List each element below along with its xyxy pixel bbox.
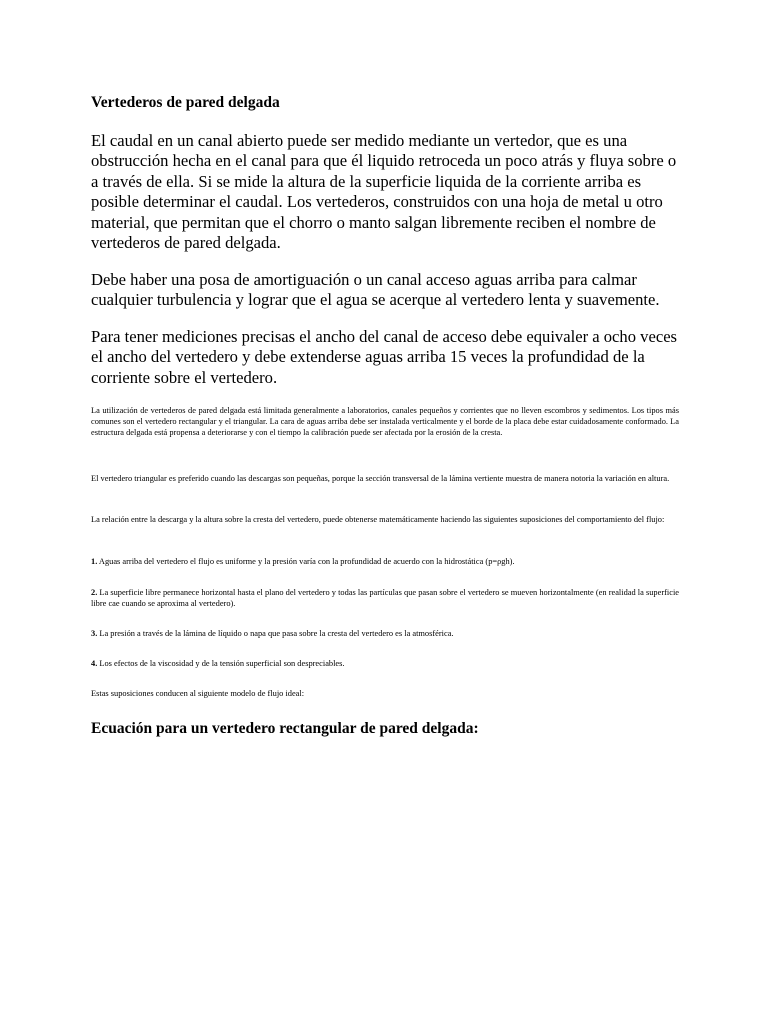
page-title: Vertederos de pared delgada (91, 94, 280, 111)
assumption-text: La presión a través de la lámina de líquido o napa que pasa sobre la cresta del vertedero es la atmosférica. (97, 629, 454, 638)
assumption-text: Aguas arriba del vertedero el flujo es uniforme y la presión varía con la profundidad de acuerdo con la hidrostática (p=ρgh). (97, 557, 515, 566)
paragraph-relacion: La relación entre la descarga y la altura sobre la cresta del vertedero, puede obtenerse matemáticamente haciendo las siguientes suposiciones del comportamiento del flujo: (91, 515, 665, 524)
assumption-2 (91, 587, 679, 609)
paragraph-triangular: El vertedero triangular es preferido cuando las descargas son pequeñas, porque la sección transversal de la lámina vertiente muestra de manera notoria la variación en altura. (91, 474, 670, 483)
assumption-4 (91, 658, 679, 669)
paragraph-posa: Debe haber una posa de amortiguación o un canal acceso aguas arriba para calmar cualquier turbulencia y lograr que el agua se acerque al vertedero lenta y suavemente. (91, 270, 660, 310)
assumption-number: 4. (91, 659, 98, 668)
section-heading-ecuacion: Ecuación para un vertedero rectangular de pared delgada: (91, 720, 479, 737)
assumption-number: 3. (91, 629, 98, 638)
assumption-text: Los efectos de la viscosidad y de la tensión superficial son despreciables. (97, 659, 345, 668)
assumption-text: La superficie libre permanece horizontal hasta el plano del vertedero y todas las partículas que pasan sobre el vertedero se mueven horizontalmente (en realidad la superficie libre cae cuando se aproxima al vertedero). (91, 588, 679, 609)
paragraph-utilizacion: La utilización de vertederos de pared delgada está limitada generalmente a laboratorios, canales pequeños y corrientes que no lleven escombros y sedimentos. Los tipos más comunes son el vertedero rectangular y el triangular. La cara de aguas arriba debe ser instalada verticalmente y el borde de la placa debe estar cuidadosamente conformado. La estructura delgada está propensa a deteriorarse y con el tiempo la calibración puede ser afectada por la erosión de la cresta. (91, 406, 679, 438)
paragraph-closing: Estas suposiciones conducen al siguiente modelo de flujo ideal: (91, 689, 305, 698)
paragraph-caudal: El caudal en un canal abierto puede ser medido mediante un vertedor, que es una obstrucción hecha en el canal para que él liquido retroceda un poco atrás y fluya sobre o a través de ella. Si se mide la altura de la superficie liquida de la corriente arriba es posible determinar el caudal. Los vertederos, construidos con una hoja de metal u otro material, que permitan que el chorro o manto salgan libremente reciben el nombre de vertederos de pared delgada. (91, 131, 677, 253)
paragraph-mediciones: Para tener mediciones precisas el ancho del canal de acceso debe equivaler a ocho veces el ancho del vertedero y debe extenderse aguas arriba 15 veces la profundidad de la corriente sobre el vertedero. (91, 327, 678, 387)
assumption-3 (91, 628, 679, 639)
assumption-1 (91, 556, 679, 567)
assumption-number: 2. (91, 588, 98, 597)
assumption-number: 1. (91, 557, 98, 566)
